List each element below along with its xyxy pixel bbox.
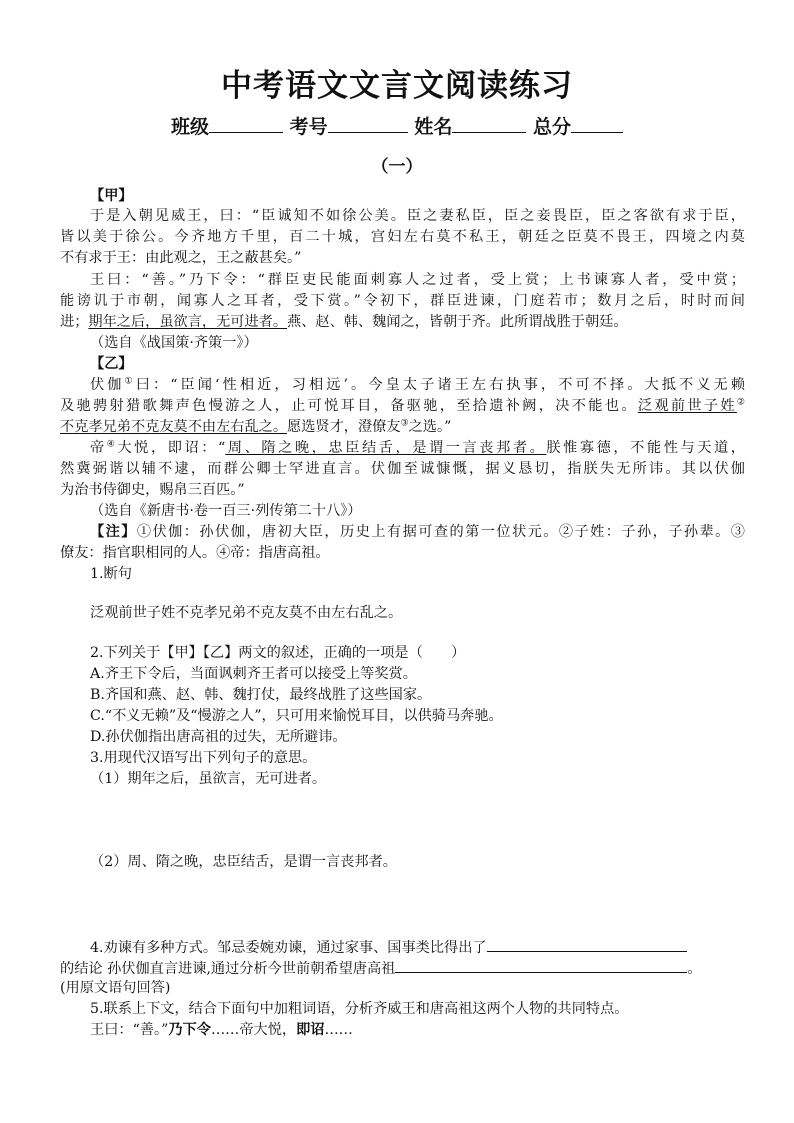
question-1: 1.断句: [90, 566, 132, 582]
jia-paragraph1-line3: 不有求于王：由此观之，王之蔽甚矣。”: [60, 250, 302, 266]
jia-paragraph1-line1: 于是入朝见威王，曰：“臣诚知不如徐公美。臣之妻私臣，臣之妾畏臣，臣之客欲有求于臣，: [90, 208, 745, 224]
question-4-line1: 4.劝谏有多种方式。邹忌委婉劝谏，通过家事、国事类比得出了: [90, 936, 745, 958]
yi-line1: 伏伽①曰：“臣闻‘性相近，习相远’。今皇太子诸王左右执事，不可不择。大抵不义无赖: [90, 376, 745, 393]
text-yi-label: 【乙】: [90, 356, 133, 372]
underlined-sentence-yi-start: 泛观前世子姓: [637, 398, 737, 414]
jia-paragraph2-line1: 王曰：“善。”乃下令：“群臣吏民能面刺寡人之过者，受上赏；上书谏寡人者，受中赏；: [90, 272, 745, 288]
yi-line3: 不克孝兄弟不克友莫不由左右乱之。愿选贤才，澄僚友③之选。”: [60, 418, 452, 435]
question-2-option-a: A.齐王下令后，当面讽刺齐王者可以接受上等奖赏。: [90, 666, 417, 682]
bold-word-1: 乃下令: [168, 1022, 211, 1038]
notes-line1: 【注】①伏伽：孙伏伽，唐初大臣，历史上有据可查的第一位状元。②子姓：子孙，子孙辈。③: [90, 524, 745, 540]
question-2-option-c: C.“不义无赖”及“慢游之人”，只可用来愉悦耳目，以供骑马奔驰。: [90, 708, 503, 724]
question-2-option-d: D.孙伏伽指出唐高祖的过失，无所避讳。: [90, 729, 347, 745]
score-field[interactable]: [571, 114, 623, 133]
jia-paragraph1-line2: 皆以美于徐公。今齐地方千里，百二十城，宫妇左右莫不私王，朝廷之臣莫不畏王，四境之内莫: [60, 229, 745, 245]
underlined-sentence-jia: 期年之后，虽欲言，无可进者。: [88, 314, 288, 330]
underlined-sentence-yi-end: 不克孝兄弟不克友莫不由左右乱之。: [60, 419, 288, 435]
score-label: 总分: [532, 116, 571, 138]
exam-number-field[interactable]: [328, 114, 408, 133]
section-heading: （一）: [371, 157, 423, 177]
notes-line2: 僚友：指官职相同的人。④帝：指唐高祖。: [60, 545, 330, 561]
question-2-option-b: B.齐国和燕、赵、韩、魏打仗，最终战胜了这些国家。: [90, 687, 432, 703]
jia-paragraph2-line2: 能谤讥于市朝，闻寡人之耳者，受下赏。”令初下，群臣进谏，门庭若市；数月之后，时时而间: [60, 293, 745, 309]
yi-source: （选自《新唐书·卷一百三·列传第二十八》）: [90, 503, 362, 519]
yi-line6: 为治书侍御史，赐帛三百匹。”: [60, 482, 245, 498]
yi-line5: 然冀弼谐以辅不逮，而群公卿士罕进直言。伏伽至诚慷慨，据义恳切，指朕失无所讳。其以伏伽: [60, 461, 745, 477]
text-jia-label: 【甲】: [90, 188, 133, 204]
underlined-sentence-yi-2: 周、隋之晚，忠臣结舌，是谓一言丧邦者。: [225, 440, 547, 456]
class-field[interactable]: [209, 114, 283, 133]
question-5-quote: 王曰：“善。”乃下令……帝大悦，即诏……: [90, 1022, 353, 1038]
yi-line2: 及驰骋射猎歌舞声色慢游之人，止可悦耳目，备驱驰，至拾遗补阙，决不能也。泛观前世子姓②: [60, 397, 745, 414]
question-1-text: 泛观前世子姓不克孝兄弟不克友莫不由左右乱之。: [90, 605, 403, 621]
question-2: 2.下列关于【甲】【乙】两文的叙述，正确的一项是（ ）: [90, 645, 466, 661]
jia-paragraph2-line3: 进；期年之后，虽欲言，无可进者。燕、赵、韩、魏闻之，皆朝于齐。此所谓战胜于朝廷。: [60, 314, 628, 330]
bold-word-2: 即诏: [296, 1022, 325, 1038]
name-label: 姓名: [414, 116, 453, 138]
jia-source: （选自《战国策·齐策一》）: [90, 335, 258, 351]
answer-blank-2[interactable]: [395, 957, 687, 973]
answer-blank-1[interactable]: [487, 936, 687, 952]
question-3-item-2: （2）周、隋之晚，忠臣结舌，是谓一言丧邦者。: [90, 854, 397, 870]
page-title: 中考语文文言文阅读练习: [221, 68, 573, 104]
exam-number-label: 考号: [289, 116, 328, 138]
question-3: 3.用现代汉语写出下列句子的意思。: [90, 750, 317, 766]
yi-line4: 帝④大悦，即诏：“周、隋之晚，忠臣结舌，是谓一言丧邦者。朕惟寡德，不能性与天道，: [90, 439, 745, 456]
question-4-line3: (用原文语句回答): [60, 980, 171, 996]
name-field[interactable]: [452, 114, 526, 133]
question-5: 5.联系上下文，结合下面句中加粗词语，分析齐威王和唐高祖这两个人物的共同特点。: [90, 1001, 629, 1017]
class-label: 班级: [171, 116, 210, 138]
question-3-item-1: （1）期年之后，虽欲言，无可进者。: [90, 771, 327, 787]
question-4-line2: 的结论 孙伏伽直言进谏,通过分析今世前朝希望唐高祖 。: [60, 957, 745, 979]
student-info-line: [0, 112, 794, 139]
